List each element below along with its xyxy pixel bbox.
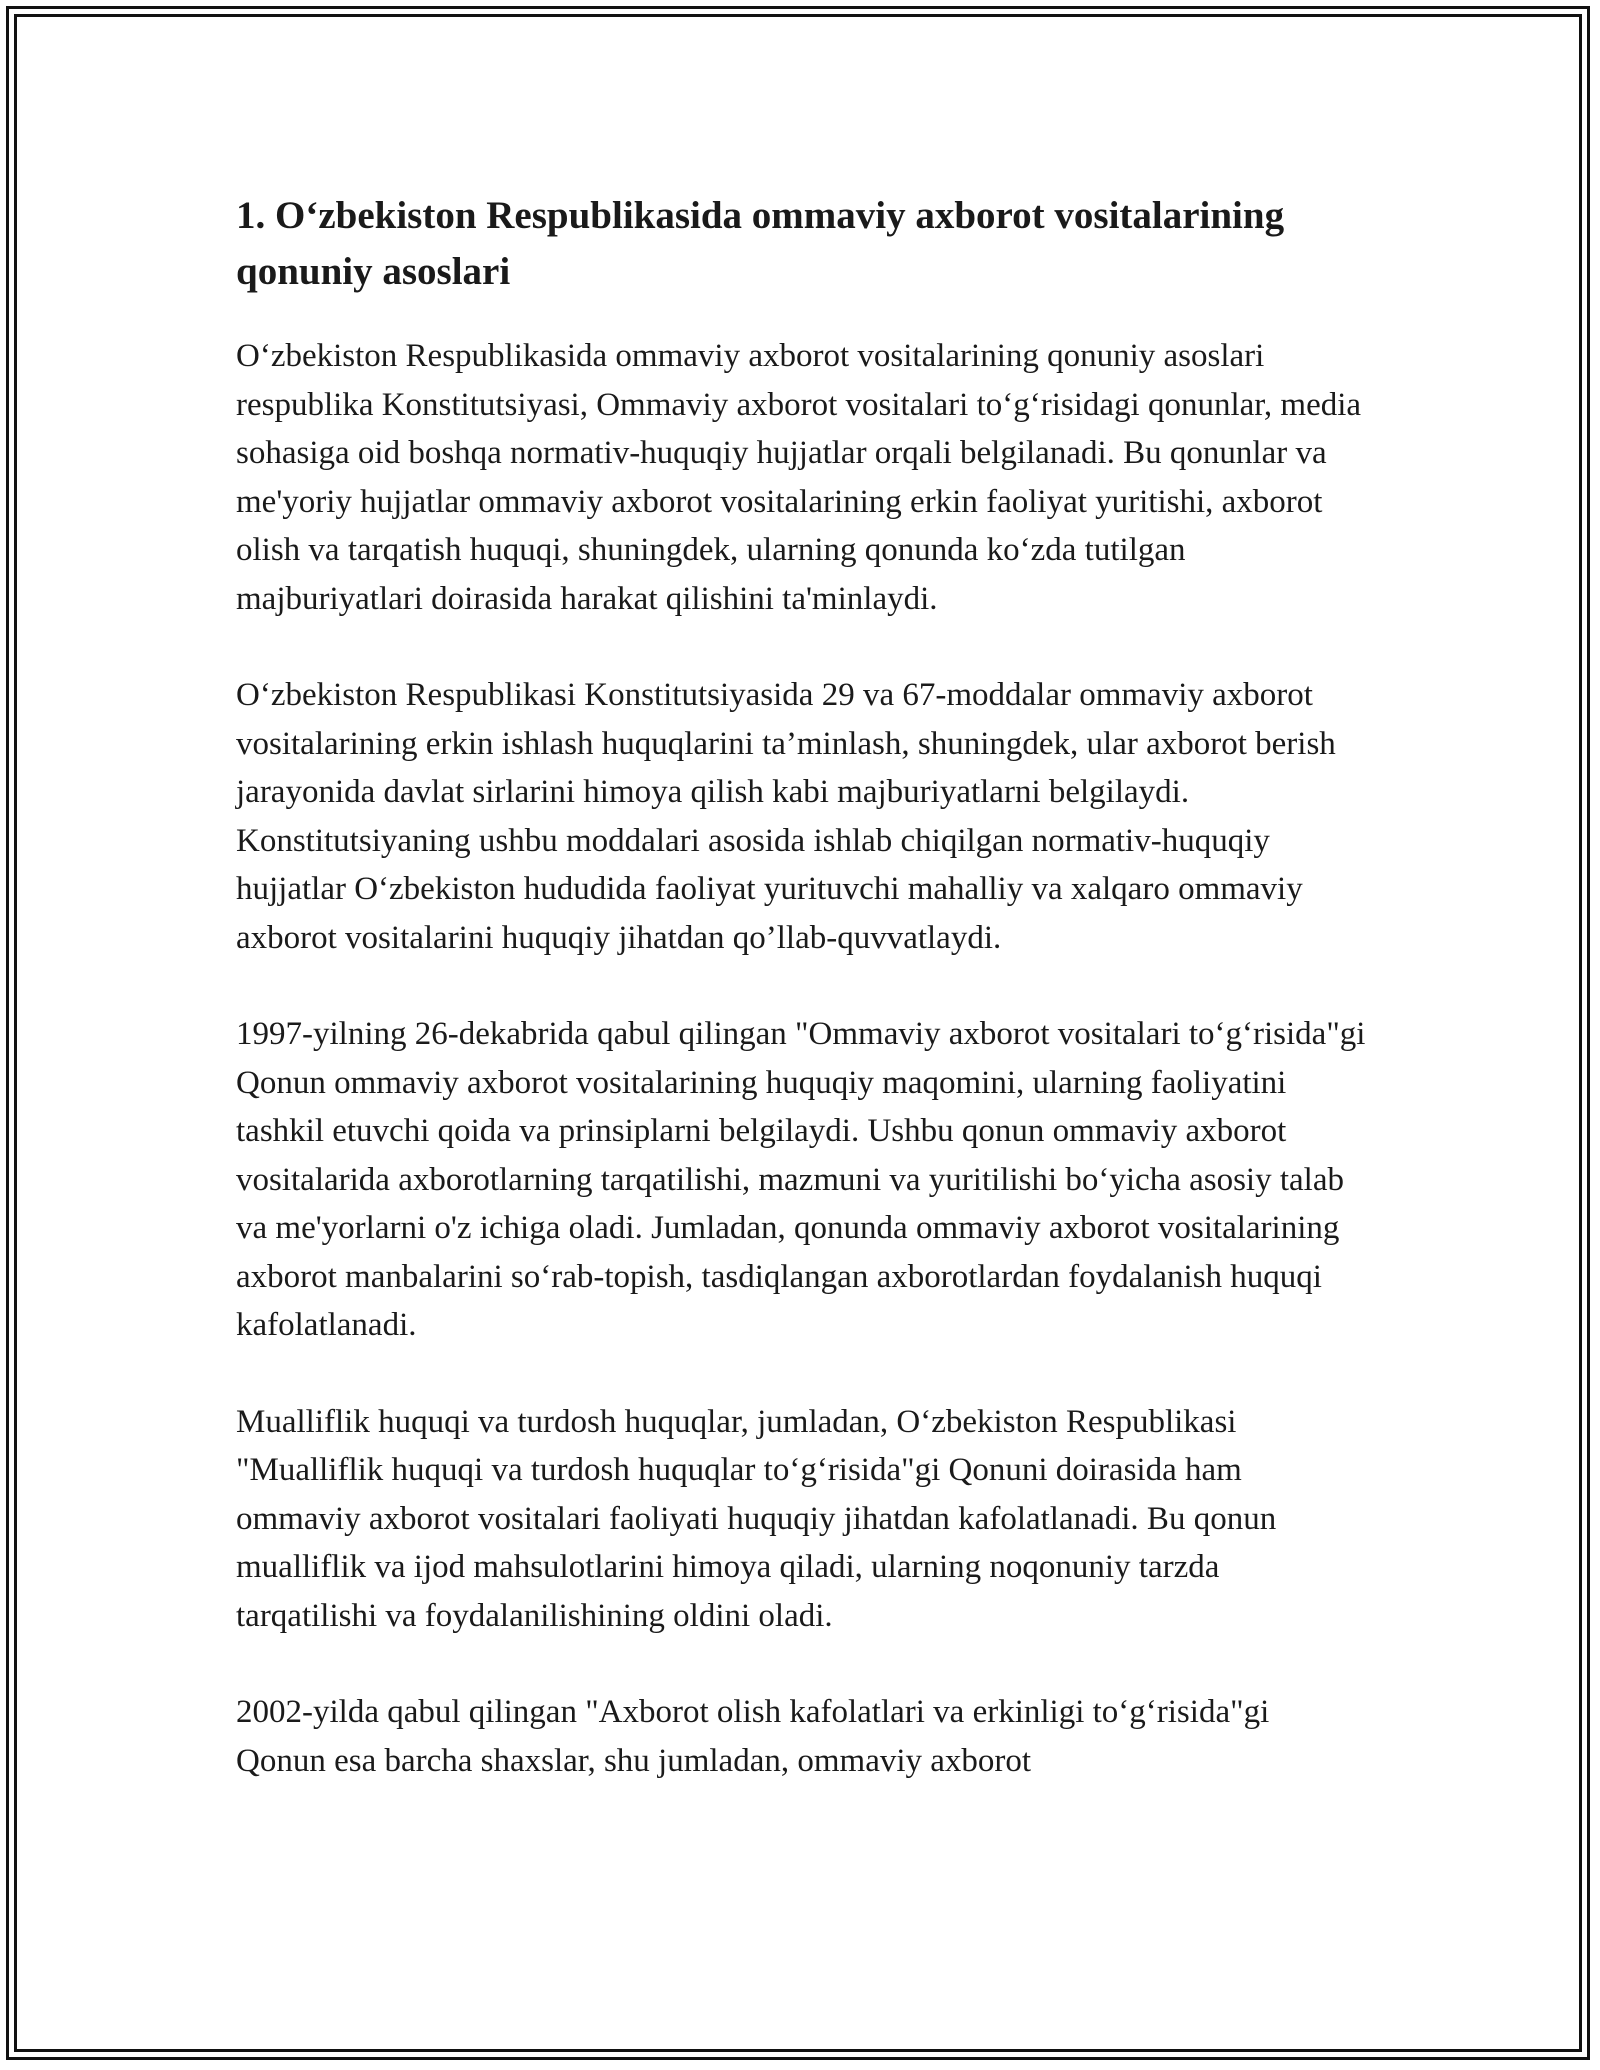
document-body <box>236 188 1366 1833</box>
paragraph-copyright-law: Mualliflik huquqi va turdosh huquqlar, jumladan, O‘zbekiston Respublikasi "Mualliflik huquqi va turdosh huquqlar to‘g‘risida"gi Qonuni doirasida ham ommaviy axborot vositalari faoliyati huquqiy jihatdan kafolatlanadi. Bu qonun mualliflik va ijod mahsulotlarini himoya qiladi, ularning noqonuniy tarzda tarqatilishi va foydalanilishining oldini oladi. <box>236 1403 1277 1634</box>
paragraph-constitution-overview: O‘zbekiston Respublikasida ommaviy axborot vositalarining qonuniy asoslari respublika Konstitutsiyasi, Ommaviy axborot vositalari to‘g‘risidagi qonunlar, media sohasiga oid boshqa normativ-huquqiy hujjatlar orqali belgilanadi. Bu qonunlar va me'yoriy hujjatlar ommaviy axborot vositalarining erkin faoliyat yuritishi, axborot olish va tarqatish huquqi, shuningdek, ularning qonunda ko‘zda tutilgan majburiyatlari doirasida harakat qilishini ta'minlaydi. <box>236 338 1362 617</box>
section-heading: 1. O‘zbekiston Respublikasida ommaviy axborot vositalarining qonuniy asoslari <box>236 194 1285 293</box>
paragraph-information-law-2002: 2002-yilda qabul qilingan "Axborot olish kafolatlari va erkinligi to‘g‘risida"gi Qonun esa barcha shaxslar, shu jumladan, ommaviy axborot <box>236 1694 1270 1779</box>
paragraph-constitution-articles: O‘zbekiston Respublikasi Konstitutsiyasida 29 va 67-moddalar ommaviy axborot vositalarining erkin ishlash huquqlarini ta’minlash, shuningdek, ular axborot berish jarayonida davlat sirlarini himoya qilish kabi majburiyatlarni belgilaydi. Konstitutsiyaning ushbu moddalari asosida ishlab chiqilgan normativ-huquqiy hujjatlar O‘zbekiston hududida faoliyat yurituvchi mahalliy va xalqaro ommaviy axborot vositalarini huquqiy jihatdan qo’llab-quvvatlaydi. <box>236 677 1336 956</box>
paragraph-media-law-1997: 1997-yilning 26-dekabrida qabul qilingan "Ommaviy axborot vositalari to‘g‘risida"gi Qonun ommaviy axborot vositalarining huquqiy maqomini, ularning faoliyatini tashkil etuvchi qoida va prinsiplarni belgilaydi. Ushbu qonun ommaviy axborot vositalarida axborotlarning tarqatilishi, mazmuni va yuritilishi bo‘yicha asosiy talab va me'yorlarni o'z ichiga oladi. Jumladan, qonunda ommaviy axborot vositalarining axborot manbalarini so‘rab-topish, tasdiqlangan axborotlardan foydalanish huquqi kafolatlanadi. <box>236 1016 1366 1343</box>
